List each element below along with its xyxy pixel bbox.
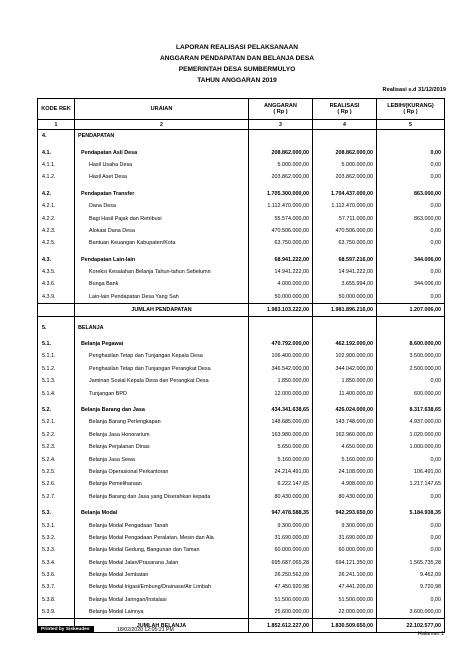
realization-date: Realisasi s.d 31/12/2019 (382, 87, 446, 93)
anggaran-cell: 68.941.222,00 (249, 254, 313, 266)
kode-cell: 4.2.2. (38, 212, 75, 224)
realisasi-cell: 1.112.470.000,00 (313, 200, 377, 212)
table-row (38, 278, 445, 290)
realisasi-cell: 5.000.000,00 (313, 159, 377, 171)
uraian-cell: Bunga Bank (75, 278, 249, 290)
fiscal-year: TAHUN ANGGARAN 2019 (197, 77, 277, 84)
realisasi-cell: 47.441.200,00 (313, 581, 377, 593)
anggaran-cell (249, 130, 313, 143)
lebih-cell: 9.462,09 (377, 569, 445, 581)
lebih-cell: 0,00 (377, 491, 445, 503)
uraian-cell: Pendapatan Asli Desa (75, 146, 249, 158)
table-row (38, 453, 445, 465)
col-number-4: 4 (313, 120, 377, 130)
group-row (38, 146, 445, 158)
lebih-cell (377, 130, 445, 143)
uraian-cell: Belanja Modal Irigasi/Embung/Drainase/Air Limbah (75, 581, 249, 593)
report-subtitle: ANGGARAN PENDAPATAN DAN BELANJA DESA (160, 55, 314, 62)
realisasi-cell: 1.981.896.216,00 (313, 304, 377, 317)
anggaran-cell: 5.160.000,00 (249, 453, 313, 465)
kode-cell: 5.3.2. (38, 532, 75, 544)
kode-cell: 5.1.2. (38, 363, 75, 375)
realisasi-cell: 162.960.000,00 (313, 429, 377, 441)
uraian-cell: Belanja Jasa Sewa (75, 453, 249, 465)
uraian-cell: Penghasilan Tetap dan Tunjangan Kepala Desa (75, 350, 249, 362)
realisasi-cell: 60.000.000,00 (313, 544, 377, 556)
anggaran-cell: 1.852.612.227,00 (249, 619, 313, 632)
lebih-cell: 5.184.938,35 (377, 507, 445, 519)
lebih-cell: 1.565.735,28 (377, 557, 445, 569)
kode-cell: 5.1.1. (38, 350, 75, 362)
kode-cell: 4. (38, 130, 75, 143)
kode-cell: 5.3.7. (38, 581, 75, 593)
anggaran-cell: 5.000.000,00 (249, 159, 313, 171)
kode-cell: 4.1.1. (38, 159, 75, 171)
anggaran-cell: 25.600.000,00 (249, 606, 313, 619)
section-row (38, 321, 445, 333)
table-row (38, 544, 445, 556)
realisasi-cell: 57.711.000,00 (313, 212, 377, 224)
table-row (38, 225, 445, 237)
uraian-cell: Belanja Barang Perlengkapan (75, 416, 249, 428)
table-header-row (38, 99, 445, 120)
lebih-cell: 2.500.000,00 (377, 363, 445, 375)
col-number-3: 3 (249, 120, 313, 130)
lebih-cell: 8.317.638,65 (377, 404, 445, 416)
group-row (38, 507, 445, 519)
kode-cell: 5.2.5. (38, 466, 75, 478)
table-row (38, 171, 445, 183)
lebih-cell: 0,00 (377, 237, 445, 249)
uraian-cell: JUMLAH BELANJA (75, 619, 249, 632)
kode-cell: 5.2.1. (38, 416, 75, 428)
table-row (38, 532, 445, 544)
lebih-cell: 863.000,00 (377, 188, 445, 200)
lebih-cell: 1.020.000,00 (377, 429, 445, 441)
table-row (38, 429, 445, 441)
realisasi-cell: 4.908.000,00 (313, 478, 377, 490)
table-row (38, 491, 445, 503)
col-uraian-header: URAIAN (75, 99, 249, 120)
lebih-cell: 8.600.000,00 (377, 338, 445, 350)
budget-table (37, 98, 445, 633)
col-number-1: 1 (38, 120, 75, 130)
realisasi-cell: 1.830.509.650,00 (313, 619, 377, 632)
realisasi-label: REALISASI (329, 103, 360, 109)
kode-cell: 5.2.2. (38, 429, 75, 441)
group-row (38, 338, 445, 350)
col-kode-header: KODE REK (38, 99, 75, 120)
realisasi-cell: 3.655.994,00 (313, 278, 377, 290)
anggaran-cell: 31.690.000,00 (249, 532, 313, 544)
uraian-cell: Belanja Jasa Honorarium (75, 429, 249, 441)
realisasi-cell: 22.000.000,00 (313, 606, 377, 619)
kode-cell: 4.2.5. (38, 237, 75, 249)
table-row (38, 441, 445, 453)
kode-cell: 4.3.9. (38, 291, 75, 304)
anggaran-cell (249, 321, 313, 333)
uraian-cell: Belanja Modal Jembatan (75, 569, 249, 581)
kode-cell: 5.2.7. (38, 491, 75, 503)
lebih-cell: 1.000.000,00 (377, 441, 445, 453)
kode-cell: 5.1.4. (38, 387, 75, 399)
kode-cell: 4.1. (38, 146, 75, 158)
lebih-cell (377, 321, 445, 333)
printed-timestamp: 18/02/2020 12:05:21 PM (117, 627, 174, 633)
anggaran-cell: 51.500.000,00 (249, 594, 313, 606)
section-row (38, 130, 445, 143)
uraian-cell: Belanja Pegawai (75, 338, 249, 350)
realisasi-cell: 102.900.000,00 (313, 350, 377, 362)
realisasi-cell: 68.597.216,00 (313, 254, 377, 266)
kode-cell: 5.1.3. (38, 375, 75, 387)
kode-cell (38, 304, 75, 317)
realisasi-cell: 9.300.000,00 (313, 519, 377, 531)
lebih-cell: 344.006,00 (377, 278, 445, 290)
kode-cell: 4.3.5. (38, 266, 75, 278)
table-body (38, 130, 445, 633)
anggaran-unit: ( Rp ) (273, 109, 288, 115)
report-title: LAPORAN REALISASI PELAKSANAAN (176, 44, 298, 51)
lebih-cell: 0,00 (377, 225, 445, 237)
realisasi-cell: 426.024.000,00 (313, 404, 377, 416)
kode-cell: 5.2.3. (38, 441, 75, 453)
anggaran-cell: 5.650.000,00 (249, 441, 313, 453)
anggaran-cell: 14.941.222,00 (249, 266, 313, 278)
kode-cell: 5.2.4. (38, 453, 75, 465)
printed-by-badge: Printed by Siskeudes (37, 626, 94, 633)
kode-cell: 4.2.1. (38, 200, 75, 212)
kode-cell: 5.3.9. (38, 606, 75, 619)
kode-cell: 5.3.3. (38, 544, 75, 556)
realisasi-cell: 63.750.000,00 (313, 237, 377, 249)
realisasi-cell: 143.748.000,00 (313, 416, 377, 428)
uraian-cell: Belanja Pemeliharaan (75, 478, 249, 490)
uraian-cell: PENDAPATAN (75, 130, 249, 143)
total-row (38, 304, 445, 317)
realisasi-cell: 80.430.000,00 (313, 491, 377, 503)
realisasi-cell: 470.506.000,00 (313, 225, 377, 237)
table-row (38, 350, 445, 362)
table-row (38, 363, 445, 375)
uraian-cell: Hasil Aset Desa (75, 171, 249, 183)
uraian-cell: BELANJA (75, 321, 249, 333)
table-row (38, 569, 445, 581)
uraian-cell: Lain-lain Pendapatan Desa Yang Sah (75, 291, 249, 304)
anggaran-cell: 9.300.000,00 (249, 519, 313, 531)
table-row (38, 387, 445, 399)
table-row (38, 159, 445, 171)
uraian-cell: Bagi Hasil Pajak dan Retribusi (75, 212, 249, 224)
lebih-cell: 0,00 (377, 544, 445, 556)
realisasi-cell: 462.192.000,00 (313, 338, 377, 350)
anggaran-cell: 1.112.470.000,00 (249, 200, 313, 212)
uraian-cell: Penghasilan Tetap dan Tunjangan Perangkat Desa (75, 363, 249, 375)
kode-cell: 5.3.6. (38, 569, 75, 581)
anggaran-cell: 6.222.147,65 (249, 478, 313, 490)
lebih-cell: 0,00 (377, 159, 445, 171)
anggaran-cell: 63.750.000,00 (249, 237, 313, 249)
anggaran-cell: 163.980.000,00 (249, 429, 313, 441)
table-row (38, 375, 445, 387)
group-row (38, 254, 445, 266)
anggaran-label: ANGGARAN (264, 103, 297, 109)
table-row (38, 557, 445, 569)
col-anggaran-header (249, 99, 313, 120)
realisasi-cell: 31.690.000,00 (313, 532, 377, 544)
lebih-cell: 4.937.000,00 (377, 416, 445, 428)
realisasi-cell: 50.000.000,00 (313, 291, 377, 304)
realisasi-cell (313, 321, 377, 333)
uraian-cell: Jaminan Sosial Kepala Desa dan Perangkat Desa (75, 375, 249, 387)
lebih-cell: 106.491,00 (377, 466, 445, 478)
group-row (38, 404, 445, 416)
realisasi-cell (313, 130, 377, 143)
anggaran-cell: 947.478.588,35 (249, 507, 313, 519)
realisasi-cell: 14.941.222,00 (313, 266, 377, 278)
realisasi-cell: 344.042.000,00 (313, 363, 377, 375)
page-number: Halaman 1 (417, 631, 444, 637)
kode-cell: 5.2. (38, 404, 75, 416)
lebih-unit: ( Rp ) (403, 109, 418, 115)
realisasi-unit: ( Rp ) (337, 109, 352, 115)
kode-cell: 5.3. (38, 507, 75, 519)
anggaran-cell: 346.542.000,00 (249, 363, 313, 375)
realisasi-cell: 51.500.000,00 (313, 594, 377, 606)
kode-cell: 5.2.6. (38, 478, 75, 490)
lebih-cell: 0,00 (377, 200, 445, 212)
anggaran-cell: 1.705.300.000,00 (249, 188, 313, 200)
anggaran-cell: 106.400.000,00 (249, 350, 313, 362)
realisasi-cell: 24.108.000,00 (313, 466, 377, 478)
anggaran-cell: 24.214.491,00 (249, 466, 313, 478)
anggaran-cell: 55.574.000,00 (249, 212, 313, 224)
col-realisasi-header (313, 99, 377, 120)
kode-cell: 5.3.1. (38, 519, 75, 531)
kode-cell: 5.3.4. (38, 557, 75, 569)
anggaran-cell: 208.862.000,00 (249, 146, 313, 158)
realisasi-cell: 208.862.000,00 (313, 146, 377, 158)
anggaran-cell: 4.000.000,00 (249, 278, 313, 290)
uraian-cell: Hasil Usaha Desa (75, 159, 249, 171)
lebih-cell: 0,00 (377, 291, 445, 304)
kode-cell: 4.3.6. (38, 278, 75, 290)
anggaran-cell: 434.341.638,65 (249, 404, 313, 416)
kode-cell: 5. (38, 321, 75, 333)
uraian-cell: Pendapatan Lain-lain (75, 254, 249, 266)
uraian-cell: Belanja Modal Pengadaan Tanah (75, 519, 249, 531)
uraian-cell: Alokasi Dana Desa (75, 225, 249, 237)
anggaran-cell: 47.450.920,98 (249, 581, 313, 593)
lebih-cell: 863.000,00 (377, 212, 445, 224)
lebih-cell: 0,00 (377, 594, 445, 606)
column-number-row (38, 120, 445, 130)
realisasi-cell: 694.121.350,00 (313, 557, 377, 569)
realisasi-cell: 1.850.000,00 (313, 375, 377, 387)
uraian-cell: Belanja Modal Pengadaan Peralatan, Mesin dan Alа (75, 532, 249, 544)
lebih-cell: 0,00 (377, 266, 445, 278)
realisasi-cell: 4.650.000,00 (313, 441, 377, 453)
anggaran-cell: 80.430.000,00 (249, 491, 313, 503)
anggaran-cell: 470.792.000,00 (249, 338, 313, 350)
uraian-cell: Bantuan Keuangan Kabupaten/Kota (75, 237, 249, 249)
realisasi-cell: 5.160.000,00 (313, 453, 377, 465)
kode-cell: 5.1. (38, 338, 75, 350)
uraian-cell: Belanja Modal (75, 507, 249, 519)
uraian-cell: JUMLAH PENDAPATAN (75, 304, 249, 317)
uraian-cell: Dana Desa (75, 200, 249, 212)
table-row (38, 466, 445, 478)
anggaran-cell: 1.850.000,00 (249, 375, 313, 387)
village-name: PEMERINTAH DESA SUMBERMULYO (178, 66, 296, 73)
table-row (38, 478, 445, 490)
lebih-cell: 344.006,00 (377, 254, 445, 266)
uraian-cell: Belanja Modal Gedung, Bangunan dan Taman (75, 544, 249, 556)
anggaran-cell: 26.250.562,09 (249, 569, 313, 581)
anggaran-cell: 695.687.065,28 (249, 557, 313, 569)
table-row (38, 200, 445, 212)
page-footer (37, 626, 444, 636)
anggaran-cell: 12.000.000,00 (249, 387, 313, 399)
table-row (38, 212, 445, 224)
uraian-cell: Belanja Barang dan Jasa yang Diserahkan kepada (75, 491, 249, 503)
anggaran-cell: 50.000.000,00 (249, 291, 313, 304)
lebih-cell: 0,00 (377, 519, 445, 531)
table-row (38, 291, 445, 304)
realisasi-cell: 942.293.650,00 (313, 507, 377, 519)
col-number-2: 2 (75, 120, 249, 130)
lebih-cell: 0,00 (377, 532, 445, 544)
anggaran-cell: 148.685.000,00 (249, 416, 313, 428)
uraian-cell: Belanja Modal Jaringan/Instalasi (75, 594, 249, 606)
lebih-cell: 3.600.000,00 (377, 606, 445, 619)
table-row (38, 266, 445, 278)
anggaran-cell: 470.506.000,00 (249, 225, 313, 237)
lebih-cell: 1.217.147,65 (377, 478, 445, 490)
table-row (38, 606, 445, 619)
lebih-cell: 22.102.577,00 (377, 619, 445, 632)
lebih-cell: 9.720,98 (377, 581, 445, 593)
table-row (38, 581, 445, 593)
realisasi-cell: 1.704.437.000,00 (313, 188, 377, 200)
uraian-cell: Tunjangan BPD (75, 387, 249, 399)
kode-cell: 4.1.2. (38, 171, 75, 183)
kode-cell: 4.2.3. (38, 225, 75, 237)
group-row (38, 188, 445, 200)
kode-cell: 4.2. (38, 188, 75, 200)
anggaran-cell: 1.983.103.222,00 (249, 304, 313, 317)
table-row (38, 416, 445, 428)
col-lebih-header (377, 99, 445, 120)
realisasi-cell: 203.862.000,00 (313, 171, 377, 183)
table-row (38, 237, 445, 249)
kode-cell: 4.3. (38, 254, 75, 266)
realisasi-cell: 11.400.000,00 (313, 387, 377, 399)
table-row (38, 519, 445, 531)
lebih-cell: 0,00 (377, 453, 445, 465)
anggaran-cell: 60.000.000,00 (249, 544, 313, 556)
realisasi-cell: 26.241.100,00 (313, 569, 377, 581)
uraian-cell: Pendapatan Transfer (75, 188, 249, 200)
uraian-cell: Belanja Perjalanan Dinas (75, 441, 249, 453)
kode-cell: 5.3.8. (38, 594, 75, 606)
uraian-cell: Belanja Modal Jalan/Prasarana Jalan (75, 557, 249, 569)
anggaran-cell: 203.862.000,00 (249, 171, 313, 183)
table-row (38, 594, 445, 606)
uraian-cell: Belanja Barang dan Jasa (75, 404, 249, 416)
lebih-cell: 600.000,00 (377, 387, 445, 399)
lebih-cell: 1.207.006,00 (377, 304, 445, 317)
uraian-cell: Koreksi Kesalahan Belanja Tahun-tahun Sebelumn (75, 266, 249, 278)
uraian-cell: Belanja Operasional Perkantoran (75, 466, 249, 478)
lebih-cell: 3.500.000,00 (377, 350, 445, 362)
uraian-cell: Belanja Modal Lainnya (75, 606, 249, 619)
lebih-cell: 0,00 (377, 171, 445, 183)
col-number-5: 5 (377, 120, 445, 130)
lebih-cell: 0,00 (377, 146, 445, 158)
lebih-label: LEBIH/(KURANG) (387, 103, 434, 109)
lebih-cell: 0,00 (377, 375, 445, 387)
